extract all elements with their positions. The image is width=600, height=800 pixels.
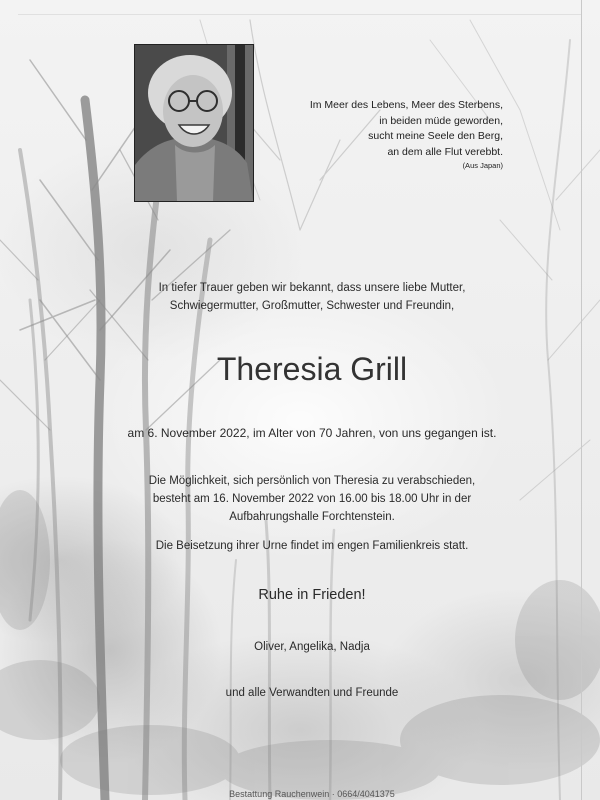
intro-line: Schwiegermutter, Großmutter, Schwester und Freundin,: [169, 300, 455, 312]
farewell-info: [100, 472, 524, 526]
quote-source: (Aus Japan): [462, 161, 503, 170]
portrait-photo-icon: [135, 45, 253, 201]
death-date-text: am 6. November 2022, im Alter von 70 Jahren, von uns gegangen ist.: [127, 426, 497, 440]
quote-line: an dem alle Flut verebbt.: [387, 145, 503, 158]
burial-info: Die Beisetzung ihrer Urne findet im engen Familienkreis statt.: [155, 540, 469, 552]
info-line: Aufbahrungshalle Forchtenstein.: [229, 511, 395, 523]
family-names: Oliver, Angelika, Nadja: [254, 641, 370, 653]
quote: [300, 98, 503, 172]
quote-line: sucht meine Seele den Berg,: [368, 130, 503, 142]
info-line: Die Möglichkeit, sich persönlich von Theresia zu verabschieden,: [148, 475, 476, 487]
funeral-home-footer: Bestattung Rauchenwein · 0664/4041375: [229, 789, 395, 799]
frame-line-top: [18, 14, 581, 15]
announcement-intro: [100, 279, 524, 315]
rest-in-peace: Ruhe in Frieden!: [258, 587, 366, 603]
intro-line: In tiefer Trauer geben wir bekannt, dass unsere liebe Mutter,: [158, 282, 466, 294]
quote-line: in beiden müde geworden,: [379, 114, 503, 127]
relatives-line: und alle Verwandten und Freunde: [225, 687, 399, 699]
portrait-photo: [134, 44, 254, 202]
deceased-name: Theresia Grill: [216, 351, 408, 387]
info-line: besteht am 16. November 2022 von 16.00 bis 18.00 Uhr in der: [152, 493, 472, 505]
quote-line: Im Meer des Lebens, Meer des Sterbens,: [309, 99, 503, 111]
frame-line-right: [581, 0, 582, 800]
